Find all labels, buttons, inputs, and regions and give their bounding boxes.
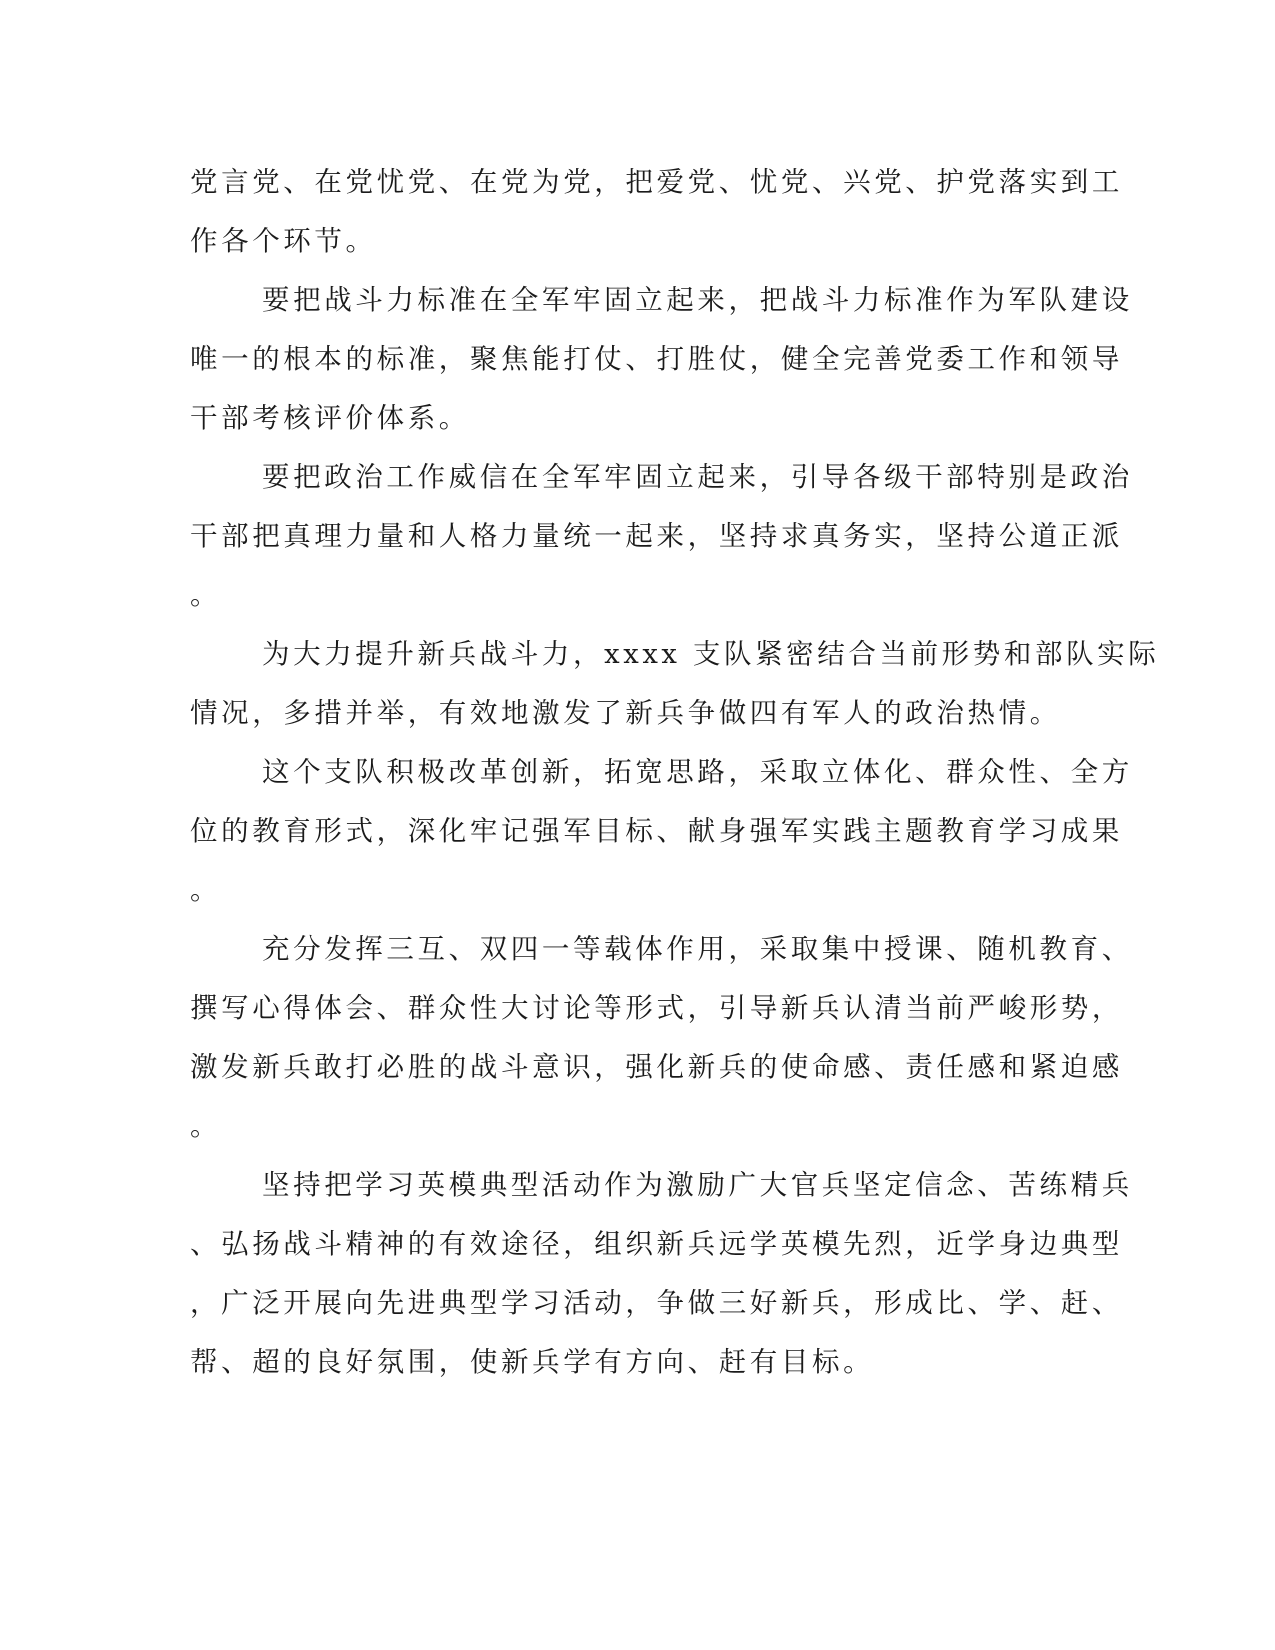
text-line: 。 — [190, 1110, 222, 1142]
text-line: 作各个环节。 — [190, 225, 377, 257]
text-line: 情况，多措并举，有效地激发了新兵争做四有军人的政治热情。 — [190, 697, 1061, 729]
text-line: 唯一的根本的标准，聚焦能打仗、打胜仗，健全完善党委工作和领导 — [190, 343, 1123, 375]
text-line: ，广泛开展向先进典型学习活动，争做三好新兵，形成比、学、赶、 — [190, 1287, 1123, 1319]
text-line: 。 — [190, 579, 222, 611]
text-line: 帮、超的良好氛围，使新兵学有方向、赶有目标。 — [190, 1346, 875, 1378]
text-line: 激发新兵敢打必胜的战斗意识，强化新兵的使命感、责任感和紧迫感 — [190, 1051, 1123, 1083]
text-line: 党言党、在党忧党、在党为党，把爱党、忧党、兴党、护党落实到工 — [190, 166, 1123, 198]
text-line: 干部考核评价体系。 — [190, 402, 470, 434]
paragraph-first-line: 要把战斗力标准在全军牢固立起来，把战斗力标准作为军队建设 — [262, 284, 1133, 316]
text-line: 干部把真理力量和人格力量统一起来，坚持求真务实，坚持公道正派 — [190, 520, 1123, 552]
paragraph-first-line: 要把政治工作威信在全军牢固立起来，引导各级干部特别是政治 — [262, 461, 1133, 493]
paragraph-first-line: 坚持把学习英模典型活动作为激励广大官兵坚定信念、苦练精兵 — [262, 1169, 1133, 1201]
text-line: 。 — [190, 874, 222, 906]
text-line: 、弘扬战斗精神的有效途径，组织新兵远学英模先烈，近学身边典型 — [190, 1228, 1123, 1260]
paragraph-first-line: 为大力提升新兵战斗力，xxxx 支队紧密结合当前形势和部队实际 — [262, 638, 1160, 670]
text-line: 撰写心得体会、群众性大讨论等形式，引导新兵认清当前严峻形势， — [190, 992, 1123, 1024]
paragraph-first-line: 充分发挥三互、双四一等载体作用，采取集中授课、随机教育、 — [262, 933, 1133, 965]
paragraph-first-line: 这个支队积极改革创新，拓宽思路，采取立体化、群众性、全方 — [262, 756, 1133, 788]
text-line: 位的教育形式，深化牢记强军目标、献身强军实践主题教育学习成果 — [190, 815, 1123, 847]
